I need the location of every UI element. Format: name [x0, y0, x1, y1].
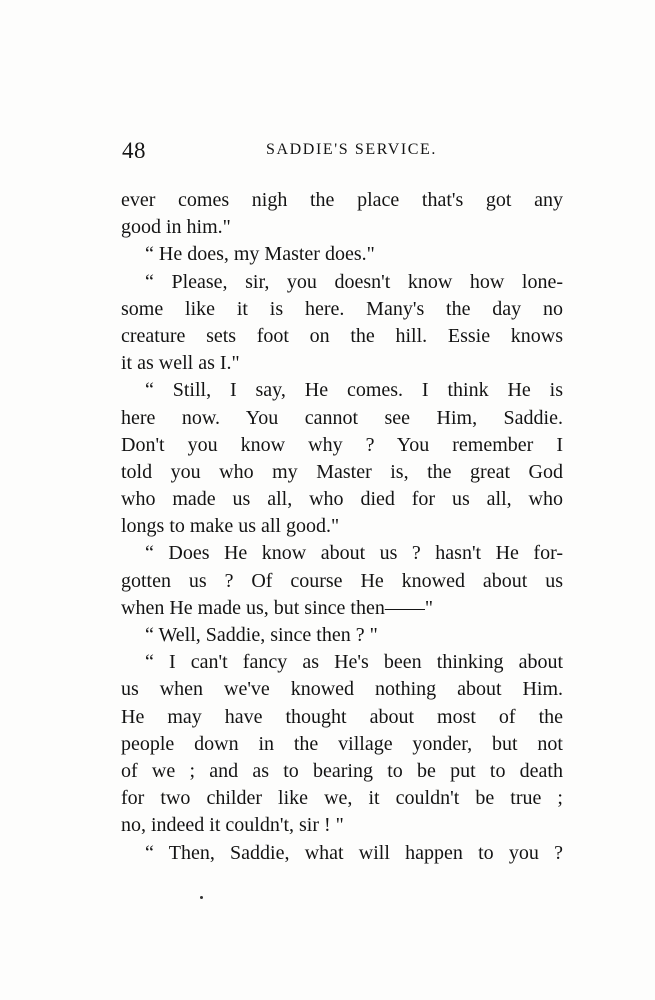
text-line: “ Does He know about us ? hasn't He for- — [145, 542, 563, 565]
text-line: when He made us, but since then——" — [121, 596, 433, 619]
text-line: longs to make us all good." — [121, 515, 340, 538]
page-header — [122, 138, 562, 168]
text-line: “ Then, Saddie, what will happen to you ? — [145, 841, 563, 864]
text-line: some like it is here. Many's the day no — [121, 297, 563, 320]
body-text — [121, 187, 563, 867]
text-line: creature sets foot on the hill. Essie knows — [121, 324, 563, 347]
text-line: “ Still, I say, He comes. I think He is — [145, 379, 563, 402]
text-line: here now. You cannot see Him, Saddie. — [121, 406, 563, 429]
running-head: SADDIE'S SERVICE. — [266, 141, 438, 158]
text-line: no, indeed it couldn't, sir ! " — [121, 814, 344, 837]
text-line: it as well as I." — [121, 352, 240, 375]
text-line: Don't you know why ? You remember I — [121, 433, 563, 456]
text-line: “ Well, Saddie, since then ? " — [145, 624, 378, 646]
text-line: He may have thought about most of the — [121, 705, 563, 728]
text-line: good in him." — [121, 216, 231, 239]
page-number: 48 — [122, 138, 146, 163]
text-line: for two childer like we, it couldn't be true ; — [121, 787, 563, 810]
text-line: “ Please, sir, you doesn't know how lone- — [145, 270, 563, 293]
text-line: of we ; and as to bearing to be put to death — [121, 759, 563, 782]
ink-speck — [200, 896, 203, 899]
text-line: people down in the village yonder, but not — [121, 732, 563, 755]
text-line: ever comes nigh the place that's got any — [121, 189, 563, 211]
text-line: gotten us ? Of course He knowed about us — [121, 569, 563, 592]
text-line: “ He does, my Master does." — [145, 243, 375, 266]
text-line: who made us all, who died for us all, who — [121, 488, 563, 511]
text-line: told you who my Master is, the great God — [121, 460, 563, 483]
text-line: “ I can't fancy as He's been thinking about — [145, 651, 563, 674]
text-line: us when we've knowed nothing about Him. — [121, 678, 563, 701]
